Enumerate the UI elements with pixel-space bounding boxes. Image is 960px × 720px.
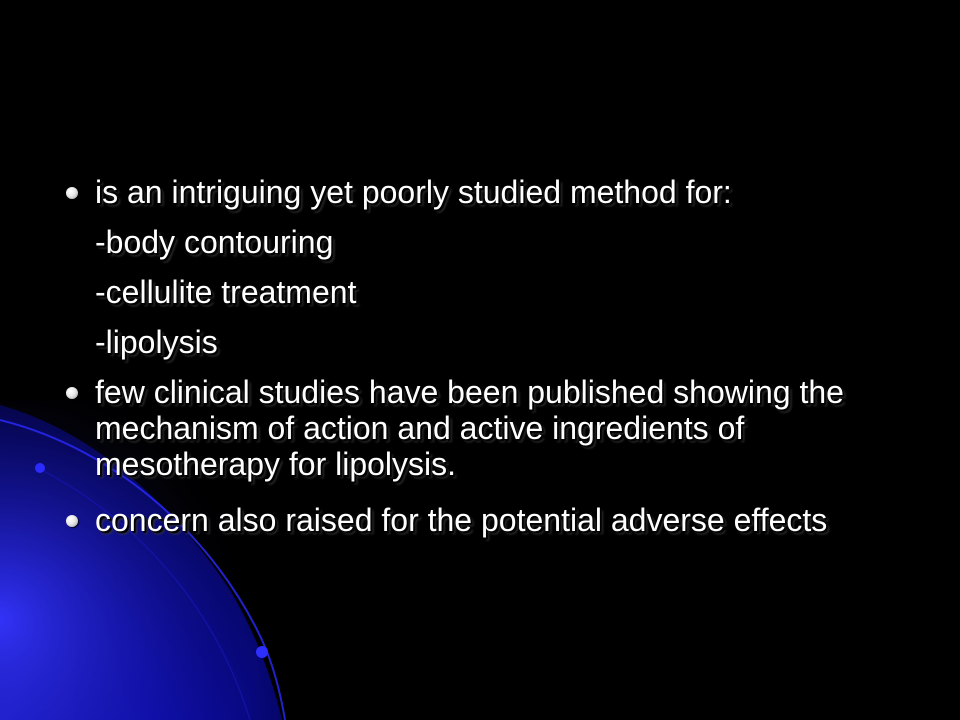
bullet-list — [62, 174, 922, 538]
bullet-item — [62, 502, 922, 538]
bullet-text: is an intriguing yet poorly studied method for: — [95, 174, 732, 210]
sub-line: -cellulite treatment — [95, 274, 357, 310]
bullet-item — [62, 374, 922, 482]
orb-icon — [35, 463, 45, 473]
bullet-dot-icon — [66, 515, 78, 527]
bullet-item — [62, 174, 922, 210]
bullet-dot-icon — [66, 387, 78, 399]
sub-line: -body contouring — [95, 224, 334, 260]
orb-icon — [256, 646, 268, 658]
bullet-text: few clinical studies have been published showing the mechanism of action and active ingredients of mesotherapy for lipolysis. — [95, 374, 844, 482]
bullet-dot-icon — [66, 187, 78, 199]
bullet-text: concern also raised for the potential adverse effects — [95, 502, 828, 538]
sub-line: -lipolysis — [95, 324, 218, 360]
